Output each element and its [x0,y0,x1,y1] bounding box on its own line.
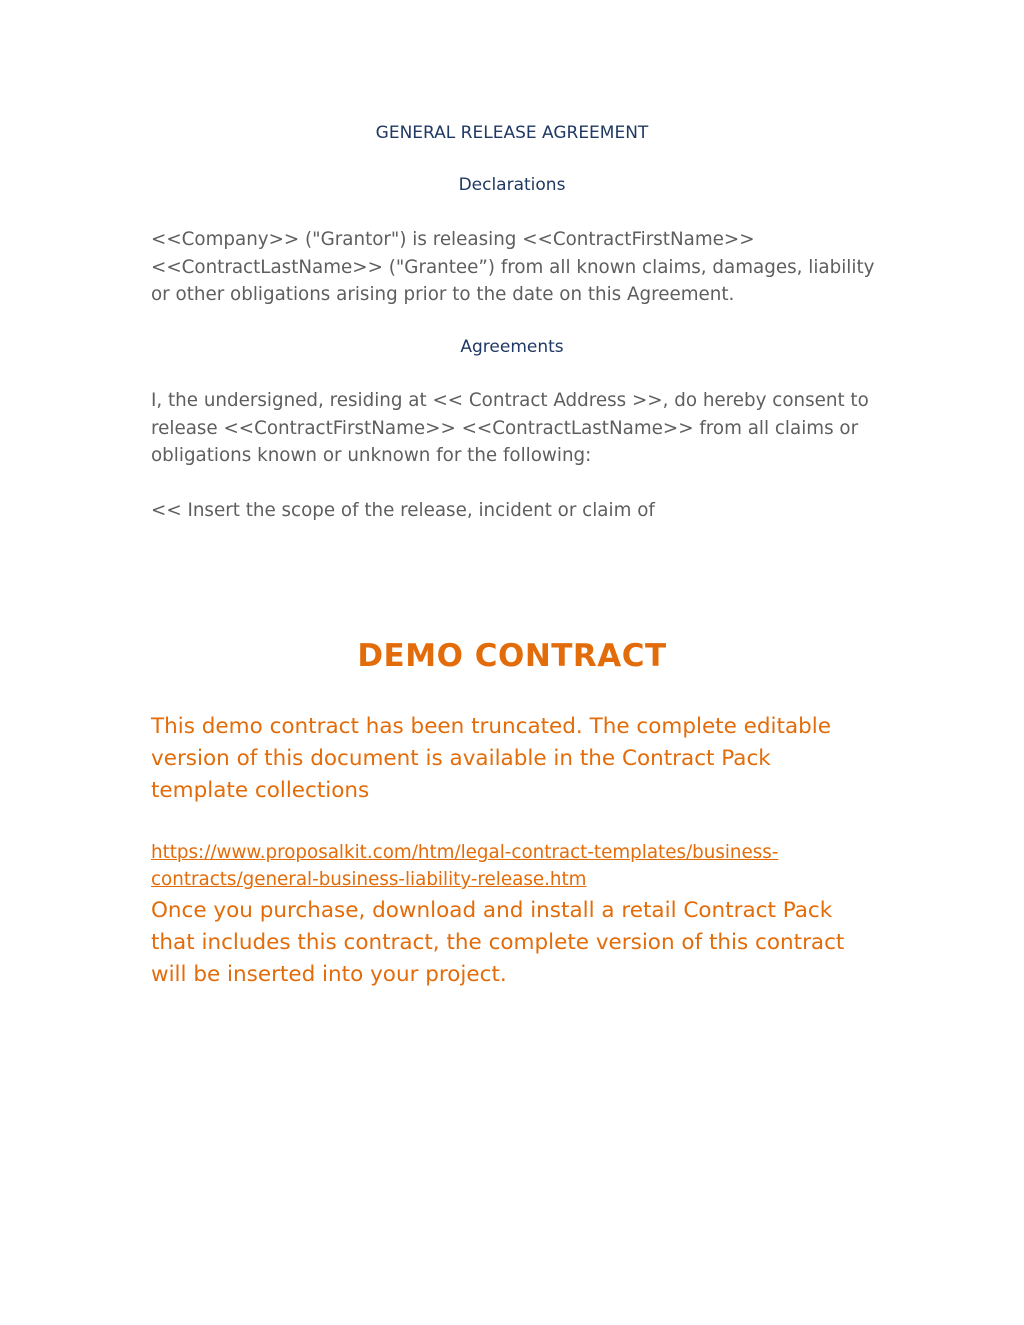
demo-notice-line: This demo contract has been truncated. The complete editable [151,714,831,739]
agreements-line: I, the undersigned, residing at << Contract Address >>, do hereby consent to [151,390,869,411]
product-link[interactable] [151,839,873,893]
demo-contract-title: DEMO CONTRACT [357,638,667,674]
declarations-paragraph [151,226,873,309]
agreements-line: release <<ContractFirstName>> <<ContractLastName>> from all claims or [151,417,859,439]
agreements-heading: Agreements [460,337,564,357]
agreements-line: obligations known or unknown for the following: [151,445,592,466]
purchase-notice-line: that includes this contract, the complete version of this contract [151,930,845,955]
demo-notice-line: version of this document is available in the Contract Pack [151,746,771,771]
declarations-heading: Declarations [458,175,566,195]
declarations-line: or other obligations arising prior to the date on this Agreement. [151,284,735,305]
scope-paragraph [151,497,873,525]
demo-notice-line: template collections [151,778,370,803]
agreements-paragraph [151,387,873,470]
purchase-notice-line: will be inserted into your project. [151,962,507,987]
document-title: GENERAL RELEASE AGREEMENT [375,123,649,143]
declarations-line: <<Company>> ("Grantor") is releasing <<ContractFirstName>> [151,229,755,250]
scope-line: << Insert the scope of the release, incident or claim of [151,500,655,521]
product-link-line[interactable]: contracts/general-business-liability-release.htm [151,869,587,890]
product-link-line[interactable]: https://www.proposalkit.com/htm/legal-contract-templates/business- [151,842,779,863]
purchase-notice-line: Once you purchase, download and install a retail Contract Pack [151,898,833,923]
declarations-line: <<ContractLastName>> ("Grantee”) from all known claims, damages, liability [151,256,875,278]
purchase-notice [151,895,873,991]
demo-notice [151,711,873,807]
